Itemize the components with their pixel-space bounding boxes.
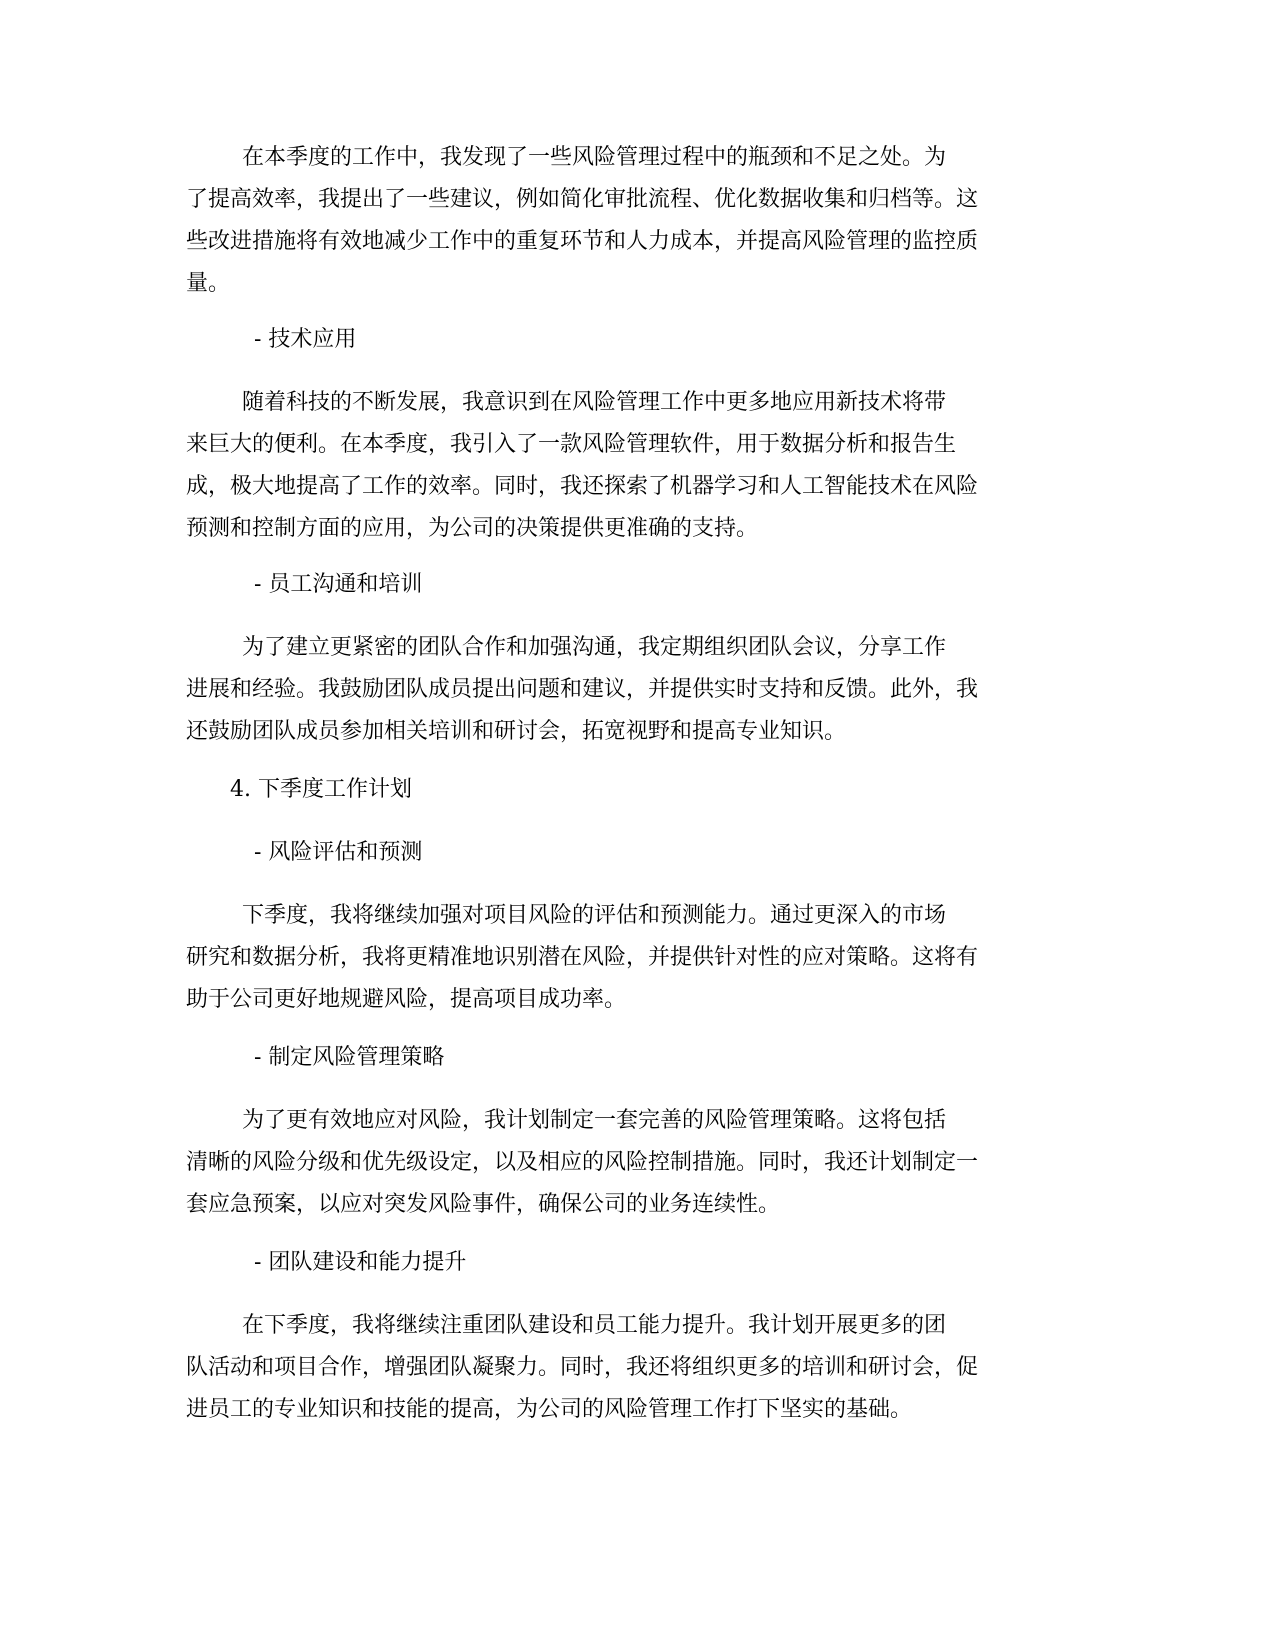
paragraph-risk-management-strategy xyxy=(186,1100,1086,1226)
paragraph-line: 助于公司更好地规避风险，提高项目成功率。 xyxy=(186,987,627,1012)
paragraph-line: 为了更有效地应对风险，我计划制定一套完善的风险管理策略。这将包括 xyxy=(186,1108,946,1133)
paragraph-line: 了提高效率，我提出了一些建议，例如简化审批流程、优化数据收集和归档等。这 xyxy=(186,187,979,212)
paragraph-line: 为了建立更紧密的团队合作和加强沟通，我定期组织团队会议，分享工作 xyxy=(186,635,946,660)
paragraph-line: 进展和经验。我鼓励团队成员提出问题和建议，并提供实时支持和反馈。此外，我 xyxy=(186,677,979,702)
paragraph-staff-communication-training xyxy=(186,627,1086,753)
subheading-team-building: - 团队建设和能力提升 xyxy=(254,1250,467,1275)
paragraph-line: 下季度，我将继续加强对项目风险的评估和预测能力。通过更深入的市场 xyxy=(186,903,946,928)
paragraph-process-improvement xyxy=(186,137,1086,305)
paragraph-line: 在本季度的工作中，我发现了一些风险管理过程中的瓶颈和不足之处。为 xyxy=(186,145,946,170)
paragraph-line: 成，极大地提高了工作的效率。同时，我还探索了机器学习和人工智能技术在风险 xyxy=(186,474,979,499)
paragraph-line: 进员工的专业知识和技能的提高，为公司的风险管理工作打下坚实的基础。 xyxy=(186,1397,913,1422)
paragraph-line: 些改进措施将有效地减少工作中的重复环节和人力成本，并提高风险管理的监控质 xyxy=(186,229,979,254)
paragraph-line: 预测和控制方面的应用，为公司的决策提供更准确的支持。 xyxy=(186,516,759,541)
section-heading-next-quarter-plan: 4. 下季度工作计划 xyxy=(230,777,412,802)
paragraph-line: 随着科技的不断发展，我意识到在风险管理工作中更多地应用新技术将带 xyxy=(186,390,946,415)
paragraph-technology-application xyxy=(186,382,1086,550)
paragraph-line: 研究和数据分析，我将更精准地识别潜在风险，并提供针对性的应对策略。这将有 xyxy=(186,945,979,970)
paragraph-team-building xyxy=(186,1305,1086,1431)
subheading-risk-assessment-prediction: - 风险评估和预测 xyxy=(254,840,423,865)
paragraph-line: 来巨大的便利。在本季度，我引入了一款风险管理软件，用于数据分析和报告生 xyxy=(186,432,957,457)
subheading-staff-communication-training: - 员工沟通和培训 xyxy=(254,572,423,597)
paragraph-line: 在下季度，我将继续注重团队建设和员工能力提升。我计划开展更多的团 xyxy=(186,1313,946,1338)
paragraph-line: 套应急预案，以应对突发风险事件，确保公司的业务连续性。 xyxy=(186,1192,781,1217)
paragraph-line: 量。 xyxy=(186,271,231,296)
paragraph-risk-assessment-prediction xyxy=(186,895,1086,1021)
paragraph-line: 队活动和项目合作，增强团队凝聚力。同时，我还将组织更多的培训和研讨会，促 xyxy=(186,1355,979,1380)
paragraph-line: 还鼓励团队成员参加相关培训和研讨会，拓宽视野和提高专业知识。 xyxy=(186,719,847,744)
subheading-technology-application: - 技术应用 xyxy=(254,327,357,352)
paragraph-line: 清晰的风险分级和优先级设定，以及相应的风险控制措施。同时，我还计划制定一 xyxy=(186,1150,979,1175)
subheading-risk-management-strategy: - 制定风险管理策略 xyxy=(254,1045,445,1070)
